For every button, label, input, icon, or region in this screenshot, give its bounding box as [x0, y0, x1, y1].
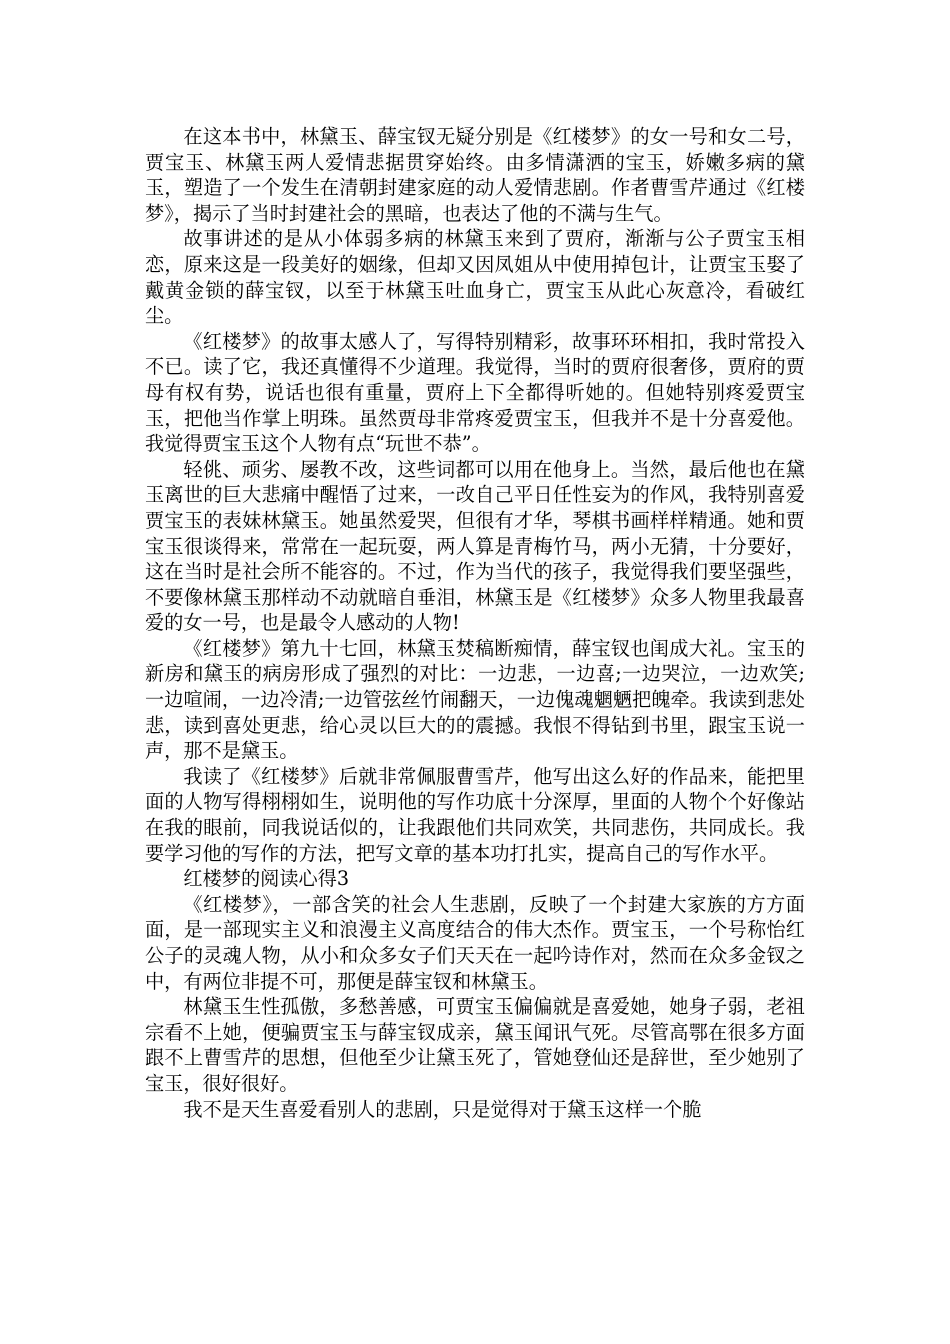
paragraph-1: 在这本书中，林黛玉、薛宝钗无疑分别是《红楼梦》的女一号和女二号，贾宝玉、林黛玉两人爱情悲据贯穿始终。由多情潇洒的宝玉，娇嫩多病的黛玉，塑造了一个发生在清朝封建家庭的动人爱情悲剧。作者曹雪芹通过《红楼梦》，揭示了当时封建社会的黑暗，也表达了他的不满与生气。 [145, 125, 805, 225]
paragraph-4: 轻佻、顽劣、屡教不改，这些词都可以用在他身上。当然，最后他也在黛玉离世的巨大悲痛中醒悟了过来，一改自己平日任性妄为的作风，我特别喜爱贾宝玉的表妹林黛玉。她虽然爱哭，但很有才华，琴棋书画样样精通。她和贾宝玉很谈得来，常常在一起玩耍，两人算是青梅竹马，两小无猜，十分要好，这在当时是社会所不能容的。不过，作为当代的孩子，我觉得我们要坚强些，不要像林黛玉那样动不动就暗自垂泪，林黛玉是《红楼梦》众多人物里我最喜爱的女一号，也是最令人感动的人物! [145, 457, 805, 635]
paragraph-2: 故事讲述的是从小体弱多病的林黛玉来到了贾府，渐渐与公子贾宝玉相恋，原来这是一段美好的姻缘，但却又因凤姐从中使用掉包计，让贾宝玉娶了戴黄金锁的薛宝钗，以至于林黛玉吐血身亡，贾宝玉从此心灰意冷，看破红尘。 [145, 227, 805, 328]
paragraph-6: 我读了《红楼梦》后就非常佩服曹雪芹，他写出这么好的作品来，能把里面的人物写得栩栩如生，说明他的写作功底十分深厚，里面的人物个个好像站在我的眼前，同我说话似的，让我跟他们共同欢笑，共同悲伤，共同成长。我要学习他的写作的方法，把写文章的基本功打扎实，提高自己的写作水平。 [145, 764, 805, 865]
paragraph-3: 《红楼梦》的故事太感人了，写得特别精彩，故事环环相扣，我时常投入不已。读了它，我还真懂得不少道理。我觉得，当时的贾府很奢侈，贾府的贾母有权有势，说话也很有重量，贾府上下全都得听她的。但她特别疼爱贾宝玉，把他当作掌上明珠。虽然贾母非常疼爱贾宝玉，但我并不是十分喜爱他。我觉得贾宝玉这个人物有点“玩世不恭”。 [145, 329, 805, 456]
document-body [145, 124, 805, 1122]
paragraph-7: 《红楼梦》，一部含笑的社会人生悲剧，反映了一个封建大家族的方方面面，是一部现实主义和浪漫主义高度结合的伟大杰作。贾宝玉，一个号称怡红公子的灵魂人物，从小和众多女子们天天在一起吟诗作对，然而在众多金钗之中，有两位非提不可，那便是薛宝钗和林黛玉。 [145, 892, 805, 993]
paragraph-8: 林黛玉生性孤傲，多愁善感，可贾宝玉偏偏就是喜爱她，她身子弱，老祖宗看不上她，便骗贾宝玉与薛宝钗成亲，黛玉闻讯气死。尽管高鄂在很多方面跟不上曹雪芹的思想，但他至少让黛玉死了，管她登仙还是辞世，至少她别了宝玉，很好很好。 [145, 995, 805, 1095]
paragraph-5: 《红楼梦》第九十七回，林黛玉焚稿断痴情，薛宝钗也闺成大礼。宝玉的新房和黛玉的病房形成了强烈的对比：一边悲，一边喜;一边哭泣，一边欢笑;一边喧闹，一边冷清;一边管弦丝竹闹翻天，一边傀魂魍魉把魄牵。我读到悲处悲，读到喜处更悲，给心灵以巨大的的震撼。我恨不得钻到书里，跟宝玉说一声，那不是黛玉。 [145, 636, 805, 763]
section-heading: 红楼梦的阅读心得3 [183, 867, 350, 891]
paragraph-9: 我不是天生喜爱看别人的悲剧，只是觉得对于黛玉这样一个脆 [183, 1097, 702, 1121]
